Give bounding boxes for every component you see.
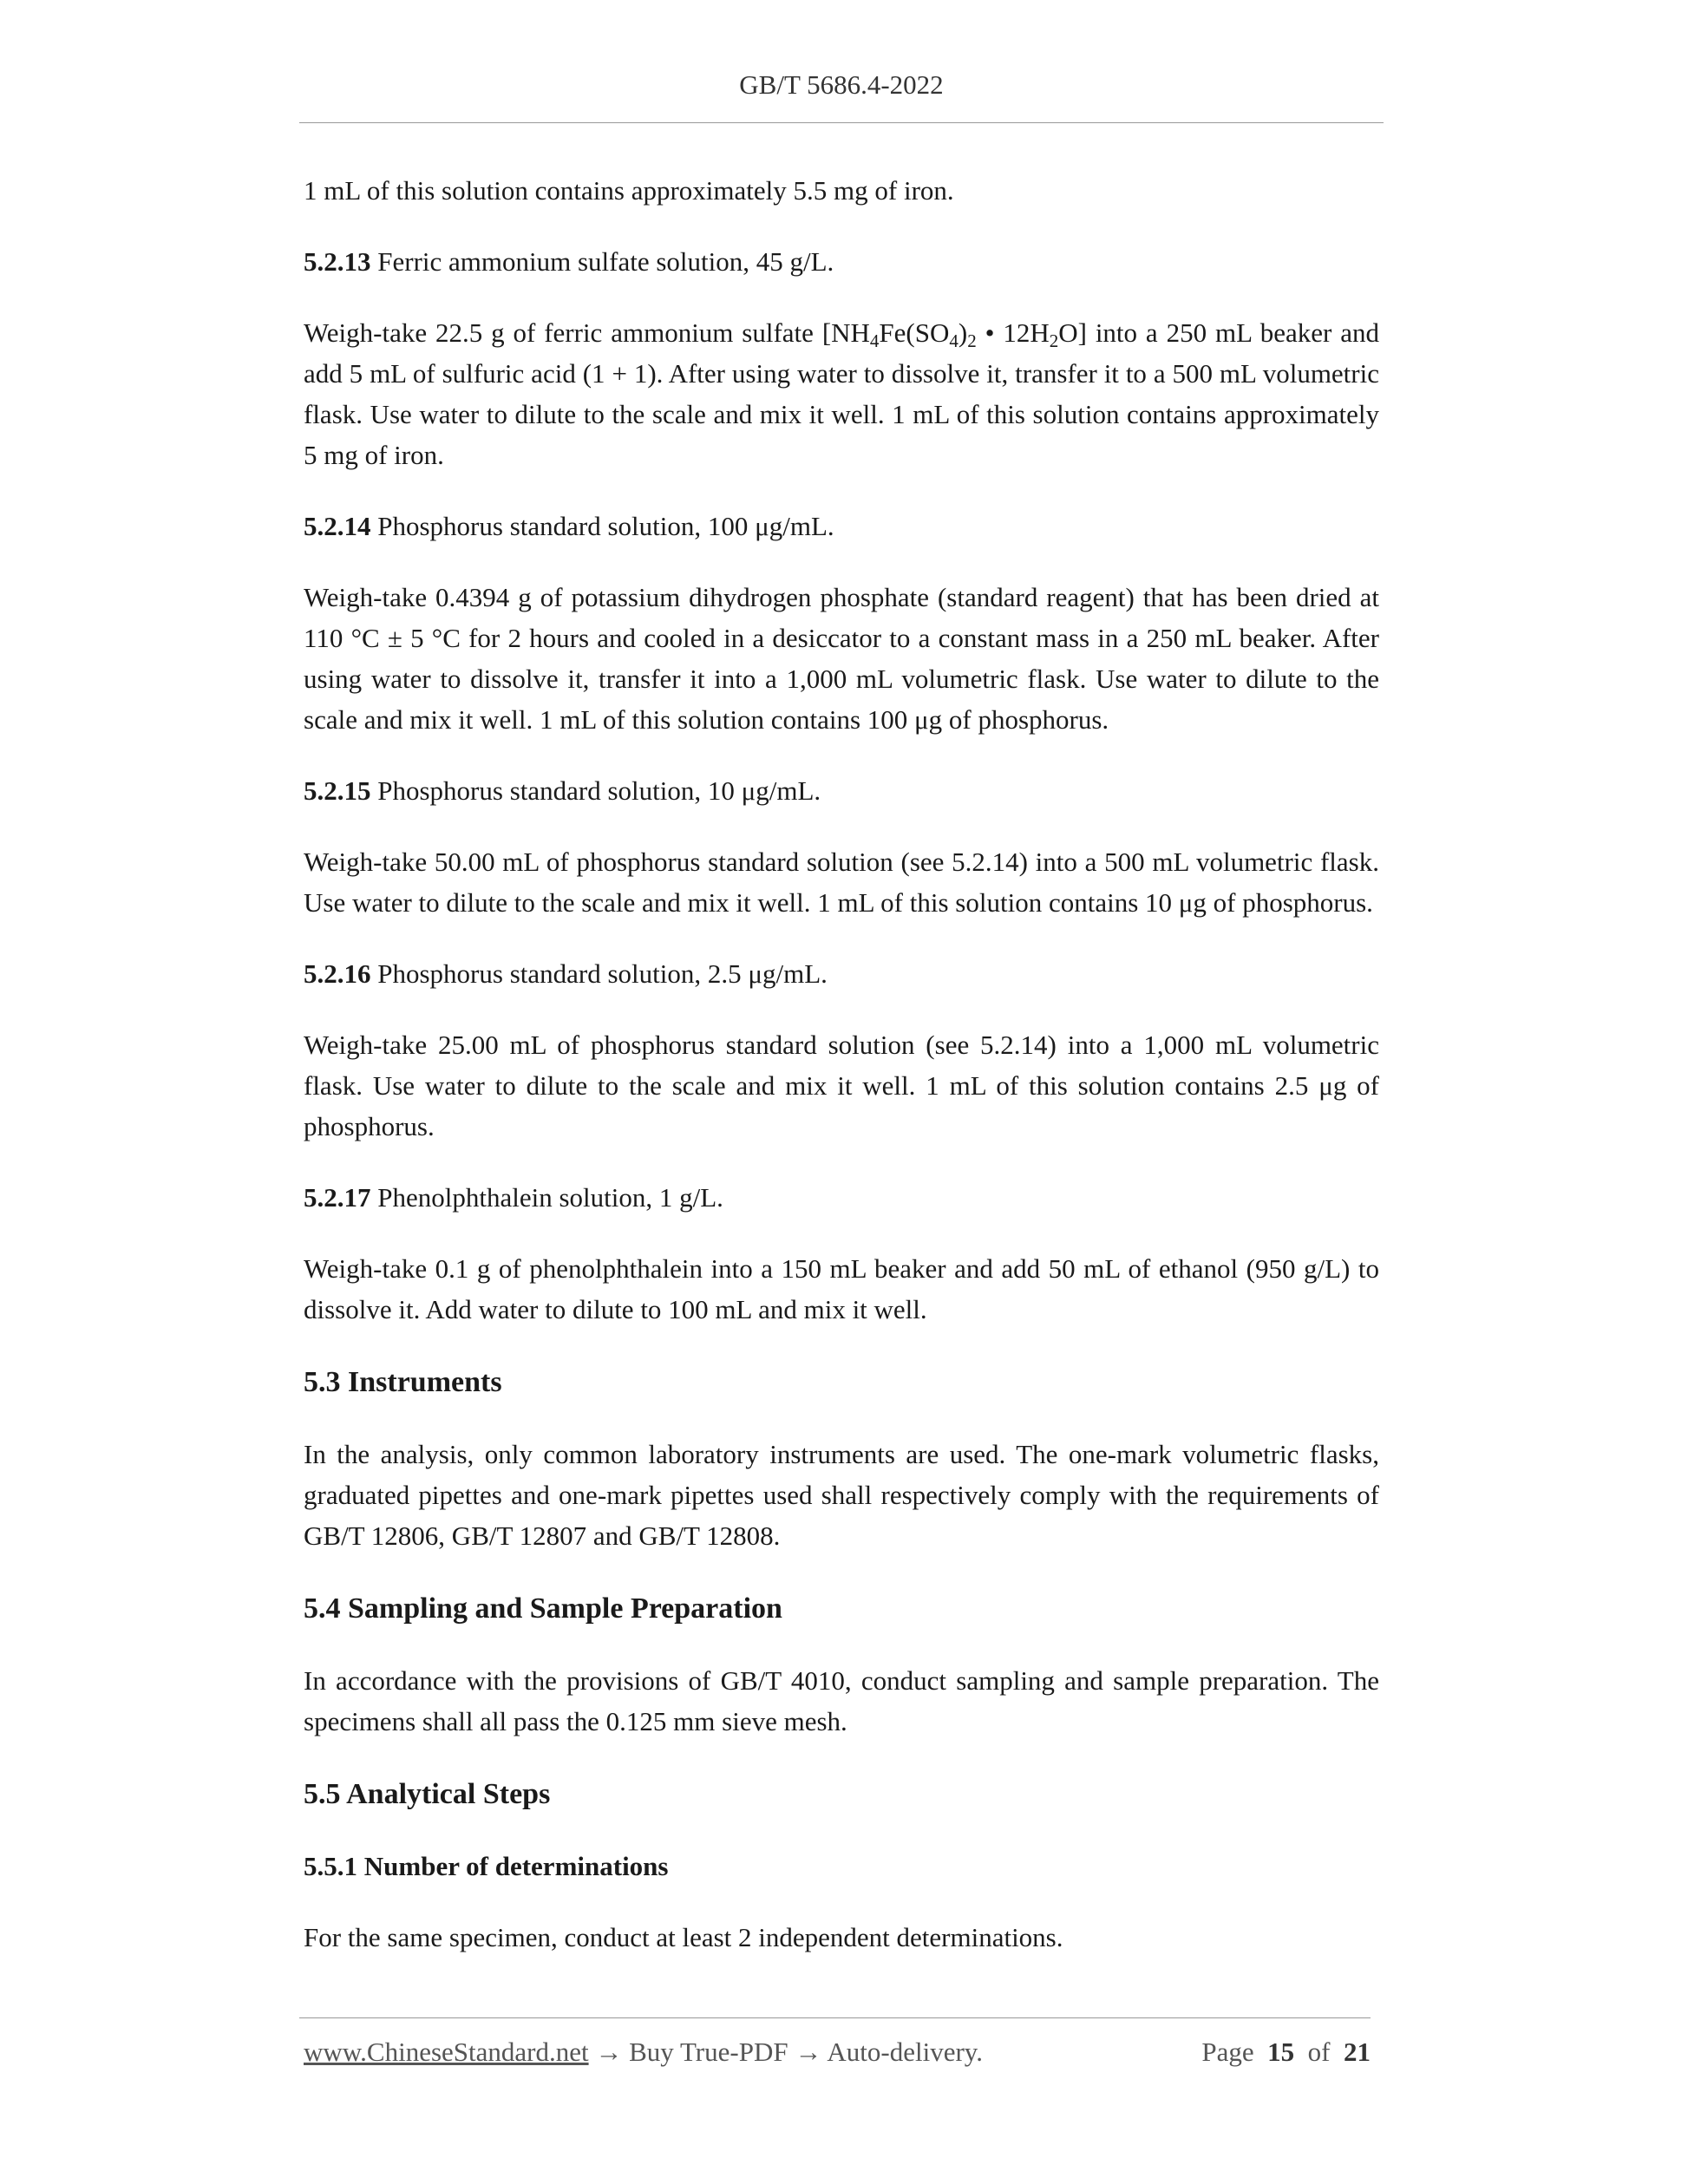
document-id: GB/T 5686.4-2022 bbox=[739, 69, 944, 100]
text-run: Fe(SO bbox=[879, 317, 950, 348]
clause-number: 5.2.17 bbox=[304, 1182, 371, 1213]
delivery-text: Auto-delivery. bbox=[827, 2037, 984, 2067]
of-word: of bbox=[1307, 2037, 1331, 2067]
page-word: Page bbox=[1201, 2037, 1254, 2067]
paragraph-5-3: In the analysis, only common laboratory instruments are used. The one-mark volumetric flasks, graduated pipettes and one-mark pipettes used shall respectively comply with the requirements of GB/T 12806, GB/T 12807 and GB/T 12808. bbox=[304, 1439, 1379, 1551]
paragraph-5-2-17: Weigh-take 0.1 g of phenolphthalein into a 150 mL beaker and add 50 mL of ethanol (950 g/L) to dissolve it. Add water to dilute to 100 mL and mix it well. bbox=[304, 1253, 1379, 1324]
footer-promo bbox=[304, 2037, 983, 2068]
paragraph-iron-content: 1 mL of this solution contains approximately 5.5 mg of iron. bbox=[304, 175, 954, 206]
subscript: 4 bbox=[869, 330, 880, 351]
clause-5-2-15 bbox=[304, 770, 1379, 811]
clause-5-2-14 bbox=[304, 506, 1379, 546]
text-run: ) bbox=[958, 317, 968, 348]
paragraph-5-2-13 bbox=[304, 312, 1379, 475]
current-page-number: 15 bbox=[1267, 2037, 1295, 2067]
paragraph-5-2-16: Weigh-take 25.00 mL of phosphorus standard solution (see 5.2.14) into a 1,000 mL volumetric flask. Use water to dilute to the scale and mix it well. 1 mL of this solution contains 2.5 μg of phosphorus. bbox=[304, 1030, 1379, 1141]
clause-number: 5.2.13 bbox=[304, 246, 371, 277]
page-indicator bbox=[1201, 2037, 1371, 2068]
paragraph-5-2-14: Weigh-take 0.4394 g of potassium dihydrogen phosphate (standard reagent) that has been dried at 110 °C ± 5 °C for 2 hours and cooled in a desiccator to a constant mass in a 250 mL beaker. After using water to dissolve it, transfer it into a 1,000 mL volumetric flask. Use water to dilute to the scale and mix it well. 1 mL of this solution contains 100 μg of phosphorus. bbox=[304, 582, 1379, 735]
clause-number: 5.2.14 bbox=[304, 511, 371, 541]
text-run: Weigh-take 22.5 g of ferric ammonium sulfate [NH bbox=[304, 317, 870, 348]
document-header bbox=[299, 69, 1384, 101]
paragraph-5-5-1: For the same specimen, conduct at least 2 independent determinations. bbox=[304, 1922, 1063, 1952]
section-heading-5-4: 5.4 Sampling and Sample Preparation bbox=[304, 1592, 782, 1625]
subsection-heading-5-5-1: 5.5.1 Number of determinations bbox=[304, 1851, 669, 1881]
clause-title: Phenolphthalein solution, 1 g/L. bbox=[377, 1182, 723, 1213]
section-heading-5-5: 5.5 Analytical Steps bbox=[304, 1778, 551, 1810]
total-page-number: 21 bbox=[1344, 2037, 1371, 2067]
clause-title: Phosphorus standard solution, 100 μg/mL. bbox=[377, 511, 834, 541]
subscript: 2 bbox=[967, 330, 977, 351]
clause-title: Ferric ammonium sulfate solution, 45 g/L. bbox=[377, 246, 834, 277]
clause-title: Phosphorus standard solution, 10 μg/mL. bbox=[377, 775, 821, 806]
paragraph-5-4: In accordance with the provisions of GB/T 4010, conduct sampling and sample preparation. The specimens shall all pass the 0.125 mm sieve mesh. bbox=[304, 1665, 1379, 1736]
section-heading-5-3: 5.3 Instruments bbox=[304, 1366, 502, 1398]
clause-5-2-16 bbox=[304, 953, 1379, 994]
clause-5-2-13 bbox=[304, 241, 1379, 282]
text-run: • 12H bbox=[976, 317, 1050, 348]
text-run: O] into a 250 mL beaker and add 5 mL of sulfuric acid (1 + 1). After using water to dissolve it, transfer it to a 500 mL volumetric flask. Use water to dilute to the scale and mix it well. 1 mL of this solution contains approximately 5 mg of iron. bbox=[304, 317, 1379, 470]
subscript: 2 bbox=[1049, 330, 1059, 351]
buy-text: Buy True-PDF bbox=[629, 2037, 788, 2067]
arrow-icon: → bbox=[788, 2037, 828, 2067]
footer-divider bbox=[299, 2017, 1371, 2018]
clause-number: 5.2.16 bbox=[304, 958, 371, 989]
header-divider bbox=[299, 122, 1384, 123]
clause-title: Phosphorus standard solution, 2.5 μg/mL. bbox=[377, 958, 828, 989]
paragraph-5-2-15: Weigh-take 50.00 mL of phosphorus standard solution (see 5.2.14) into a 500 mL volumetric flask. Use water to dilute to the scale and mix it well. 1 mL of this solution contains 10 μg of phosphorus. bbox=[304, 847, 1379, 918]
subscript: 4 bbox=[949, 330, 958, 351]
website-link[interactable]: www.ChineseStandard.net bbox=[304, 2037, 589, 2067]
arrow-icon: → bbox=[588, 2037, 630, 2067]
clause-number: 5.2.15 bbox=[304, 775, 371, 806]
page-content bbox=[304, 170, 1379, 1988]
clause-5-2-17 bbox=[304, 1177, 1379, 1218]
